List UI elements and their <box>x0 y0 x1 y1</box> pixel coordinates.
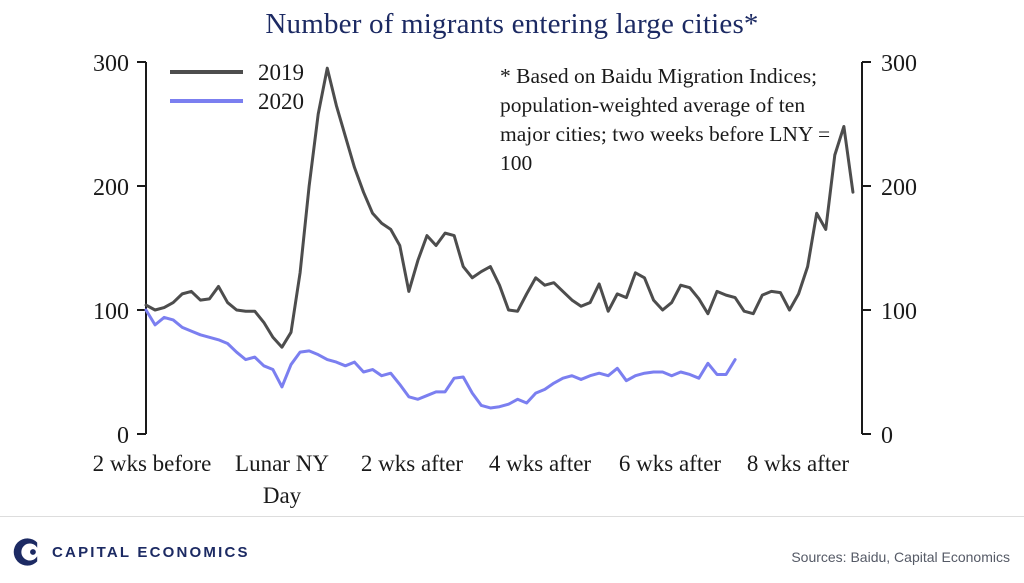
x-tick-label-3: 4 wks after <box>488 451 592 476</box>
sources-text: Sources: Baidu, Capital Economics <box>791 549 1010 565</box>
chart-footnote: * Based on Baidu Migration Indices; population-weighted average of ten major cities; two weeks before LNY = 100 <box>500 64 831 175</box>
x-tick-label-2: 2 wks after <box>360 451 464 476</box>
y-tick-label-left-300: 300 <box>93 51 129 77</box>
capital-economics-logo-icon <box>10 535 44 569</box>
y-tick-label-left-100: 100 <box>93 299 129 325</box>
x-tick-label-5: 8 wks after <box>746 451 850 476</box>
series-layer <box>146 68 853 408</box>
y-tick-label-right-0: 0 <box>881 423 893 449</box>
footer-bar <box>0 516 1024 583</box>
y-tick-label-right-100: 100 <box>881 299 917 325</box>
legend-label-2020: 2020 <box>258 89 304 114</box>
logo-text: CAPITAL ECONOMICS <box>52 543 250 561</box>
y-tick-label-right-200: 200 <box>881 175 917 201</box>
x-tick-label-1: Lunar NY Day <box>235 451 329 508</box>
x-tick-label-0: 2 wks before <box>92 451 212 476</box>
y-tick-label-right-300: 300 <box>881 51 917 77</box>
x-tick-label-4: 6 wks after <box>618 451 722 476</box>
y-tick-label-left-200: 200 <box>93 175 129 201</box>
chart-title: Number of migrants entering large cities* <box>265 8 759 40</box>
series-line-2019 <box>146 68 853 347</box>
brand-logo <box>10 535 250 569</box>
legend-label-2019: 2019 <box>258 60 304 85</box>
y-tick-label-left-0: 0 <box>117 423 129 449</box>
chart-legend <box>170 60 304 114</box>
series-line-2020 <box>146 310 735 408</box>
